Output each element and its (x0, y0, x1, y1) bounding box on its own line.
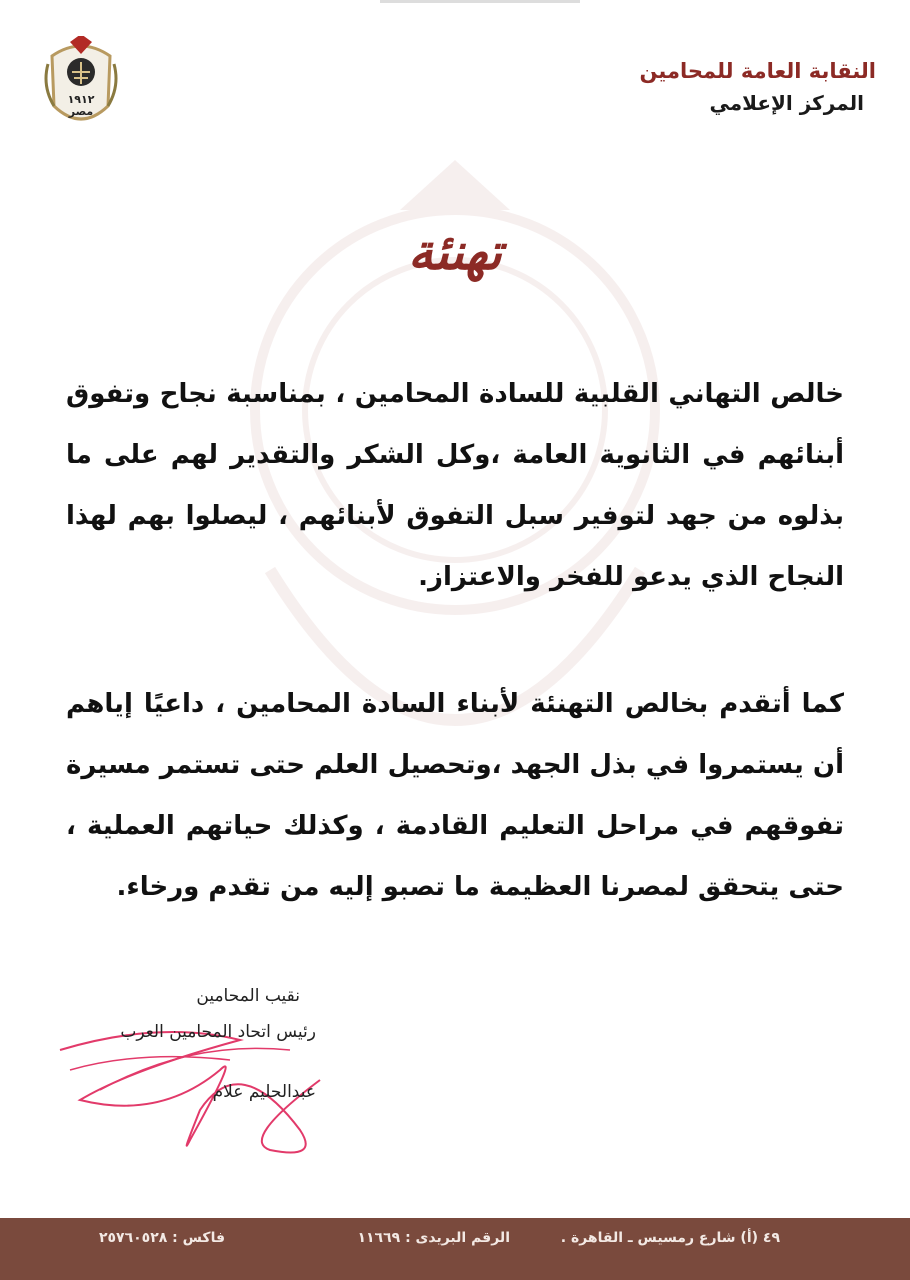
logo-year: ١٩١٢ (67, 93, 95, 106)
signatory-title: نقيب المحامين (196, 986, 300, 1006)
top-edge-line (380, 0, 580, 3)
signatory-subtitle: رئيس اتحاد المحامين العرب (120, 1022, 316, 1042)
department-name: المركز الإعلامي (709, 91, 864, 115)
document-title: تهنئة (408, 222, 502, 281)
organization-name: النقابة العامة للمحامين (639, 59, 876, 83)
signatory-name: عبدالحليم علام (212, 1082, 316, 1102)
logo-caption (42, 94, 120, 118)
footer-fax: فاكس : ٢٥٧٦٠٥٢٨ (98, 1230, 225, 1246)
letterhead (640, 56, 877, 120)
logo-country: مصر (68, 105, 94, 118)
footer-address: ٤٩ (أ) شارع رمسيس ـ القاهرة . (560, 1230, 780, 1246)
body-paragraph-1: خالص التهاني القلبية للسادة المحامين ، بمناسبة نجاح وتفوق أبنائهم في الثانوية العامة ،وكل الشكر والتقدير لهم على ما بذلوه من جهد لتوفير سبل التفوق لأبنائهم ، ليصلوا بهم لهذا النجاح الذي يدعو للفخر والاعتزاز. (66, 379, 844, 592)
footer-postal-code: الرقم البريدى : ١١٦٦٩ (357, 1230, 510, 1246)
body-paragraph-2: كما أتقدم بخالص التهنئة لأبناء السادة المحامين ، داعيًا إياهم أن يستمروا في بذل الجهد ،وتحصيل العلم حتى تستمر مسيرة تفوقهم في مراحل التعليم القادمة ، وكذلك حياتهم العملية ، حتى يتحقق لمصرنا العظيمة ما تصبو إليه من تقدم ورخاء. (66, 689, 844, 902)
footer-bar (0, 1218, 910, 1280)
